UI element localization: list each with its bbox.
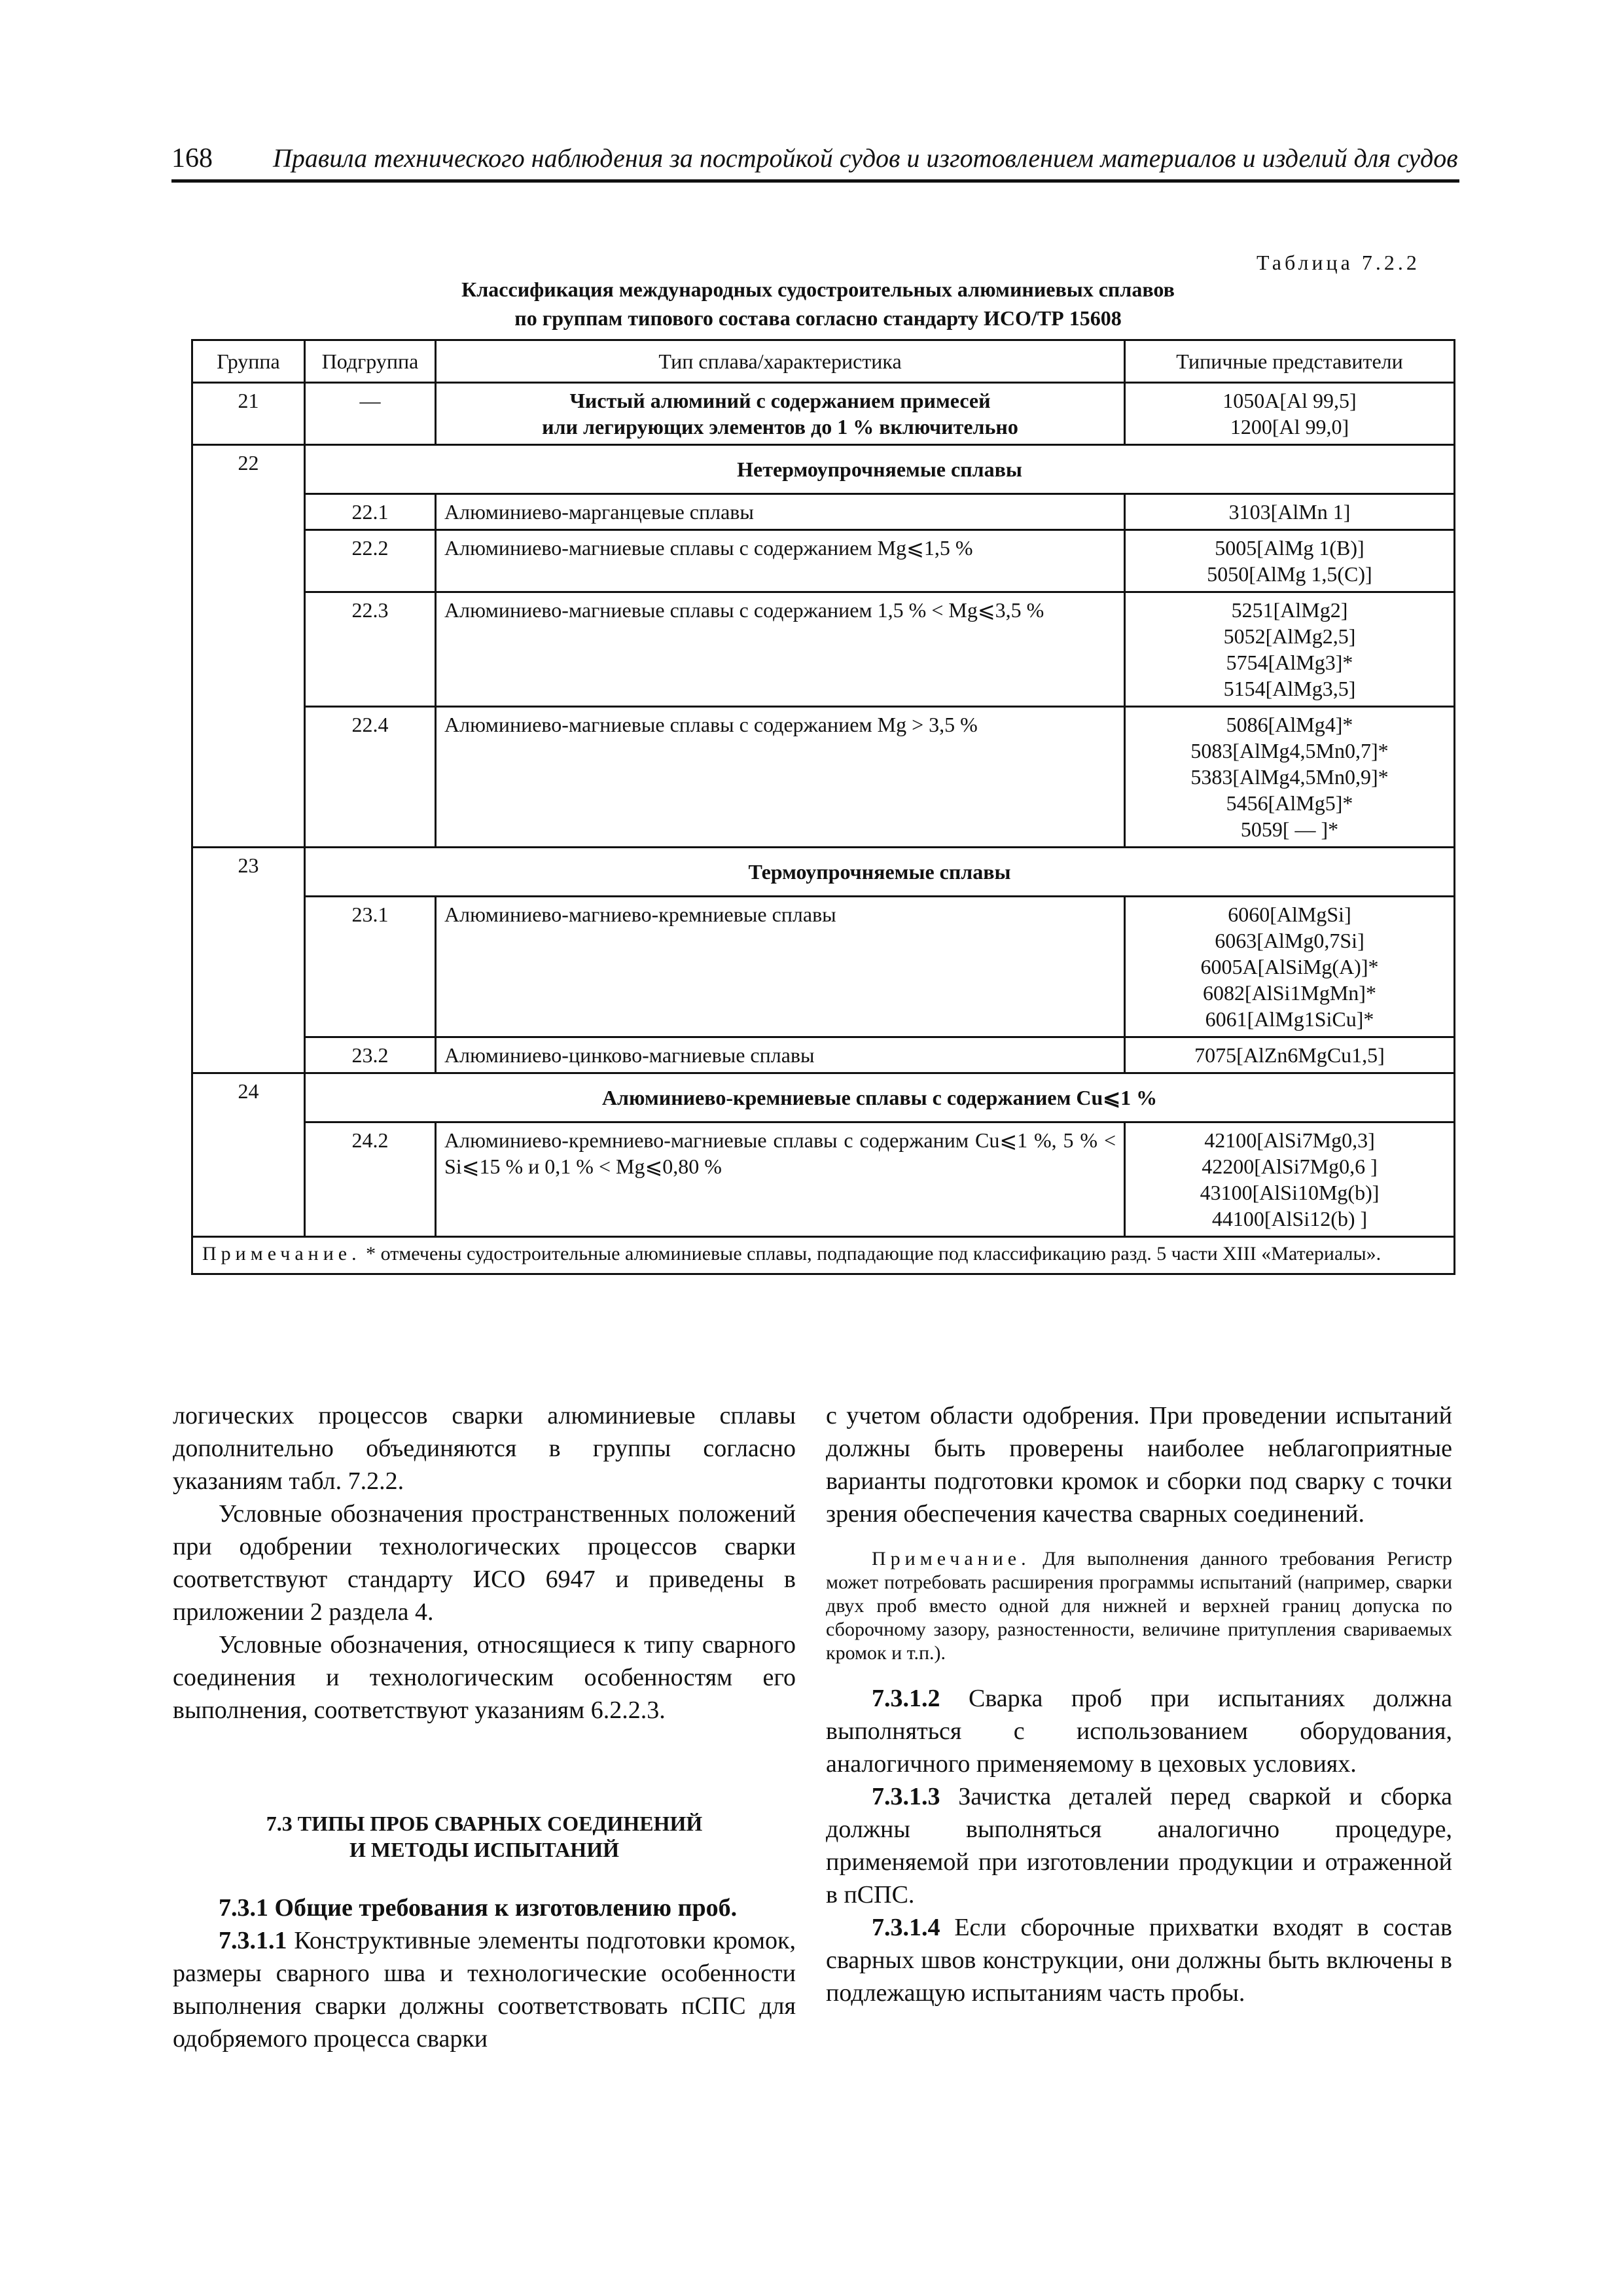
table-caption	[366, 275, 1270, 332]
table-row	[192, 592, 1455, 707]
group-title-row	[192, 848, 1455, 897]
type-cell: Алюминиево-магниево-кремниевые сплавы	[436, 897, 1125, 1037]
representative: 42100[AlSi7Mg0,3]	[1204, 1128, 1375, 1152]
representatives-cell	[1125, 494, 1455, 530]
representative: 5052[AlMg2,5]	[1223, 624, 1356, 648]
representative: 5086[AlMg4]*	[1226, 713, 1353, 736]
clause-number: 7.3.1.4	[872, 1914, 940, 1941]
type-line: Чистый алюминий с содержанием примесей	[569, 389, 991, 412]
subgroup-cell: 22.1	[305, 494, 436, 530]
table-row	[192, 383, 1455, 445]
type-cell: Алюминиево-марганцевые сплавы	[436, 494, 1125, 530]
clause-text: Конструктивные элементы подготовки кромок, размеры сварного шва и технологические особенности выполнения сварки должны соответствовать пСПС для одобряемого процесса сварки	[173, 1927, 796, 2053]
representatives-cell	[1125, 707, 1455, 848]
representatives-cell	[1125, 383, 1455, 445]
representative: 5083[AlMg4,5Mn0,7]*	[1190, 739, 1389, 762]
representative: 1200[Al 99,0]	[1230, 415, 1349, 439]
representatives-cell	[1125, 1037, 1455, 1073]
representative: 5251[AlMg2]	[1231, 598, 1348, 622]
clause-number: 7.3.1.3	[872, 1783, 940, 1810]
clause-number: 7.3.1.2	[872, 1685, 940, 1712]
table-note-row	[192, 1237, 1455, 1274]
representative: 7075[AlZn6MgCu1,5]	[1194, 1043, 1385, 1067]
representative: 5005[AlMg 1(B)]	[1215, 536, 1364, 560]
clause-text: Сварка проб при испытаниях должна выполняться с использованием оборудования, аналогичного применяемому в цеховых условиях.	[826, 1685, 1452, 1778]
subgroup-cell: 23.2	[305, 1037, 436, 1073]
section-title-line: 7.3 ТИПЫ ПРОБ СВАРНЫХ СОЕДИНЕНИЙ	[266, 1812, 703, 1835]
group-title: Нетермоупрочняемые сплавы	[305, 445, 1455, 494]
subsection-title: 7.3.1 Общие требования к изготовлению проб.	[219, 1894, 738, 1922]
table-number: Таблица 7.2.2	[1257, 251, 1420, 274]
clause-text: Если сборочные прихватки входят в состав сварных швов конструкции, они должны быть включены в подлежащую испытаниям часть пробы.	[826, 1914, 1452, 2007]
subgroup-cell: 24.2	[305, 1122, 436, 1237]
representative: 5059[ — ]*	[1240, 817, 1339, 841]
representative: 5456[AlMg5]*	[1226, 791, 1353, 815]
representatives-cell	[1125, 1122, 1455, 1237]
group-cell: 21	[192, 383, 305, 445]
group-cell: 24	[192, 1073, 305, 1237]
representative: 6060[AlMgSi]	[1228, 903, 1351, 926]
representative: 5754[AlMg3]*	[1226, 651, 1353, 674]
subgroup-cell: 22.2	[305, 530, 436, 592]
table-row	[192, 1122, 1455, 1237]
running-title: Правила технического наблюдения за постройкой судов и изготовлением материалов и изделий для судов	[273, 143, 1458, 173]
type-cell: Алюминиево-цинково-магниевые сплавы	[436, 1037, 1125, 1073]
paragraph: логических процессов сварки алюминиевые сплавы дополнительно объединяются в группы согласно указаниям табл. 7.2.2.	[173, 1402, 796, 1495]
type-cell	[436, 383, 1125, 445]
type-cell: Алюминиево-кремниево-магниевые сплавы с содержаним Cu⩽1 %, 5 % < Si⩽15 % и 0,1 % < Mg⩽0,80 %	[436, 1122, 1125, 1237]
subgroup-cell: —	[305, 383, 436, 445]
representative: 3103[AlMn 1]	[1228, 500, 1351, 524]
representatives-cell	[1125, 897, 1455, 1037]
group-title-row	[192, 445, 1455, 494]
subgroup-cell: 22.4	[305, 707, 436, 848]
representative: 5154[AlMg3,5]	[1223, 677, 1356, 700]
representatives-cell	[1125, 592, 1455, 707]
paragraph: Условные обозначения, относящиеся к типу сварного соединения и технологическим особенностям его выполнения, соответствуют указаниям 6.2.2.3.	[173, 1631, 796, 1724]
table-caption-line: Классификация международных судостроительных алюминиевых сплавов	[461, 278, 1175, 301]
representative: 5383[AlMg4,5Mn0,9]*	[1190, 765, 1389, 789]
group-cell: 22	[192, 445, 305, 848]
table-row	[192, 530, 1455, 592]
subgroup-cell: 23.1	[305, 897, 436, 1037]
note-label: Примечание.	[872, 1548, 1031, 1570]
section-title-line: И МЕТОДЫ ИСПЫТАНИЙ	[349, 1838, 619, 1861]
alloy-classification-table	[191, 339, 1455, 1275]
paragraph	[826, 1780, 1452, 1911]
representative: 1050A[Al 99,5]	[1222, 389, 1357, 412]
table-header-row	[192, 340, 1455, 383]
column-header: Группа	[192, 340, 305, 383]
running-header	[171, 140, 1459, 179]
group-title: Термоупрочняемые сплавы	[305, 848, 1455, 897]
representative: 43100[AlSi10Mg(b)]	[1200, 1181, 1380, 1204]
column-header: Подгруппа	[305, 340, 436, 383]
header-rule	[171, 179, 1459, 183]
right-column	[826, 1399, 1452, 2009]
type-cell: Алюминиево-магниевые сплавы с содержанием Mg⩽1,5 %	[436, 530, 1125, 592]
paragraph: с учетом области одобрения. При проведении испытаний должны быть проверены наиболее неблагоприятные варианты подготовки кромок и сборки под сварку с точки зрения обеспечения качества сварных соединений.	[826, 1402, 1452, 1528]
representatives-cell	[1125, 530, 1455, 592]
clause-text: Зачистка деталей перед сваркой и сборка должны выполняться аналогично процедуре, применяемой при изготовлении продукции и отраженной в пСПС.	[826, 1783, 1452, 1909]
representative: 5050[AlMg 1,5(C)]	[1207, 562, 1372, 586]
paragraph	[826, 1682, 1452, 1780]
type-cell: Алюминиево-магниевые сплавы с содержанием Mg > 3,5 %	[436, 707, 1125, 848]
note-text: * отмечены судостроительные алюминиевые сплавы, подпадающие под классификацию разд. 5 части XIII «Материалы».	[366, 1243, 1382, 1265]
column-header: Типичные представители	[1125, 340, 1455, 383]
representative: 44100[AlSi12(b) ]	[1211, 1207, 1368, 1230]
left-column	[173, 1399, 796, 2055]
table-row	[192, 1037, 1455, 1073]
representative: 6082[AlSi1MgMn]*	[1203, 981, 1376, 1005]
section-title	[173, 1810, 796, 1863]
representative: 6063[AlMg0,7Si]	[1215, 929, 1364, 952]
page-number: 168	[171, 143, 213, 173]
note-label: Примечание.	[202, 1243, 361, 1265]
type-line: или легирующих элементов до 1 % включительно	[542, 415, 1018, 439]
paragraph	[173, 1924, 796, 2055]
table-row	[192, 707, 1455, 848]
paragraph	[826, 1911, 1452, 2009]
column-header: Тип сплава/характеристика	[436, 340, 1125, 383]
paragraph: Условные обозначения пространственных положений при одобрении технологических процессов сварки соответствуют стандарту ИСО 6947 и приведены в приложении 2 раздела 4.	[173, 1500, 796, 1626]
group-title-row	[192, 1073, 1455, 1122]
table-row	[192, 897, 1455, 1037]
table-caption-line: по группам типового состава согласно стандарту ИСО/ТР 15608	[514, 306, 1122, 330]
representative: 6061[AlMg1SiCu]*	[1205, 1007, 1374, 1031]
representative: 42200[AlSi7Mg0,6 ]	[1202, 1155, 1378, 1178]
note	[826, 1547, 1452, 1665]
table-row	[192, 494, 1455, 530]
note-text: Для выполнения данного требования Регистр может потребовать расширения программы испытаний (например, сварки двух проб вместо одной для нижней и верхней границ допуска по сборочному зазору, разностенности, величине притупления свариваемых кромок и т.п.).	[826, 1548, 1453, 1664]
group-cell: 23	[192, 848, 305, 1073]
representative: 6005A[AlSiMg(A)]*	[1200, 955, 1379, 978]
group-title: Алюминиево-кремниевые сплавы с содержанием Cu⩽1 %	[305, 1073, 1455, 1122]
type-cell: Алюминиево-магниевые сплавы с содержанием 1,5 % < Mg⩽3,5 %	[436, 592, 1125, 707]
table-note	[192, 1237, 1455, 1274]
clause-number: 7.3.1.1	[219, 1927, 287, 1954]
subgroup-cell: 22.3	[305, 592, 436, 707]
